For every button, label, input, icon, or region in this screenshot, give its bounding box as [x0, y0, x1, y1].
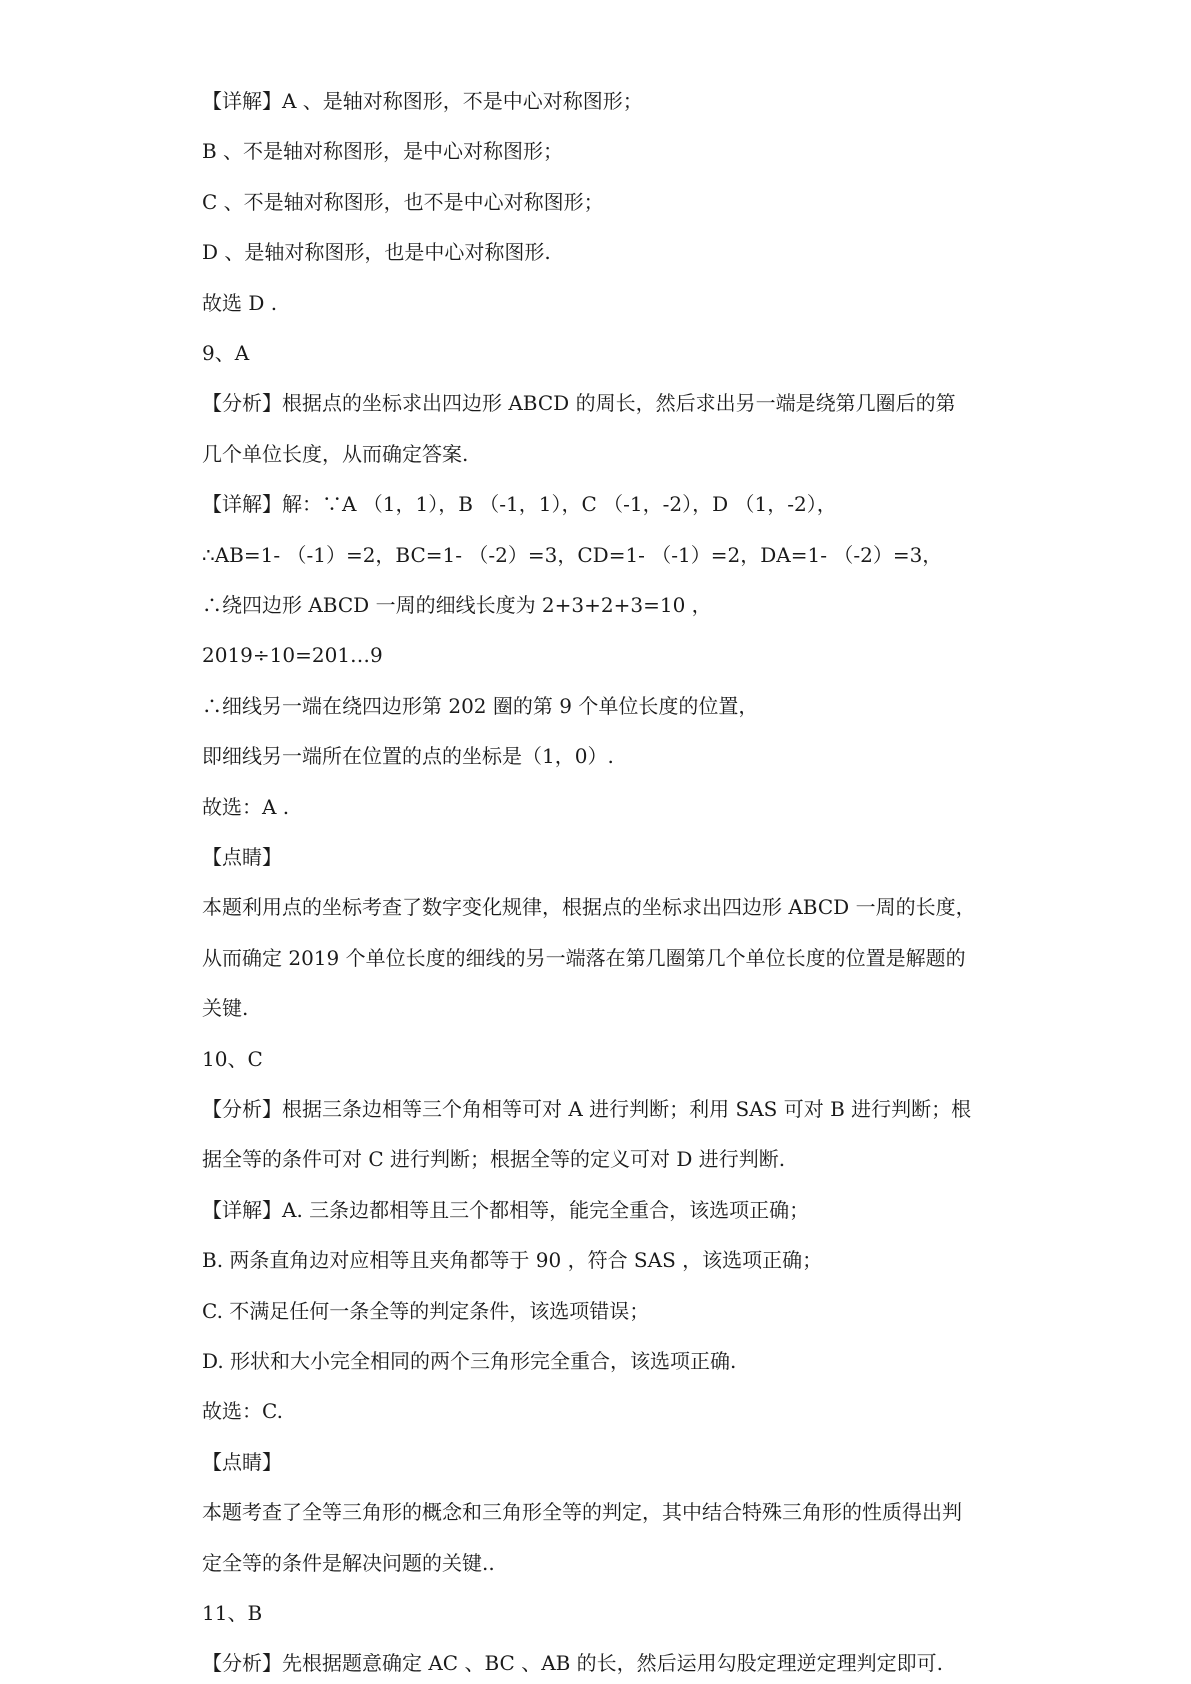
text-line: 即细线另一端所在位置的点的坐标是（1，0）.	[202, 744, 614, 768]
text-line: 【详解】A 、是轴对称图形，不是中心对称图形；	[202, 89, 643, 113]
text-line: 据全等的条件可对 C 进行判断；根据全等的定义可对 D 进行判断.	[202, 1147, 786, 1171]
text-line: C. 不满足任何一条全等的判定条件，该选项错误；	[202, 1299, 650, 1323]
question-number: 10、C	[202, 1047, 263, 1071]
text-line: C 、不是轴对称图形，也不是中心对称图形；	[202, 190, 604, 214]
text-line: 【分析】根据点的坐标求出四边形 ABCD 的周长，然后求出另一端是绕第几圈后的第	[202, 391, 956, 415]
text-line: ∴绕四边形 ABCD 一周的细线长度为 2+3+2+3=10 ，	[202, 593, 712, 617]
text-line: 故选：A .	[202, 795, 290, 819]
text-line: D 、是轴对称图形，也是中心对称图形.	[202, 240, 551, 264]
text-line: 本题利用点的坐标考查了数字变化规律，根据点的坐标求出四边形 ABCD 一周的长度，	[202, 895, 976, 919]
text-line: B 、不是轴对称图形，是中心对称图形；	[202, 139, 564, 163]
section-heading: 【点睛】	[202, 1450, 282, 1474]
text-line: 故选 D .	[202, 291, 278, 315]
text-line: 几个单位长度，从而确定答案.	[202, 442, 469, 466]
text-line: ∴细线另一端在绕四边形第 202 圈的第 9 个单位长度的位置，	[202, 694, 759, 718]
text-line: B. 两条直角边对应相等且夹角都等于 90 ，符合 SAS ，该选项正确；	[202, 1248, 823, 1272]
text-line: 本题考查了全等三角形的概念和三角形全等的判定，其中结合特殊三角形的性质得出判	[202, 1500, 962, 1524]
question-number: 9、A	[202, 341, 250, 365]
text-line: 【分析】先根据题意确定 AC 、BC 、AB 的长，然后运用勾股定理逆定理判定即可.	[202, 1651, 944, 1675]
text-line: ∴AB=1- （-1）=2，BC=1- （-2）=3，CD=1- （-1）=2，DA=1- （-2）=3，	[202, 543, 943, 567]
text-line: 从而确定 2019 个单位长度的细线的另一端落在第几圈第几个单位长度的位置是解题的	[202, 946, 966, 970]
text-line: 关键.	[202, 996, 249, 1020]
text-line: 故选：C.	[202, 1399, 283, 1423]
text-line: 2019÷10=201…9	[202, 643, 383, 667]
text-line: 【详解】A. 三条边都相等且三个都相等，能完全重合，该选项正确；	[202, 1198, 810, 1222]
text-line: 【分析】根据三条边相等三个角相等可对 A 进行判断；利用 SAS 可对 B 进行判断；根	[202, 1097, 972, 1121]
text-line: 定全等的条件是解决问题的关键..	[202, 1551, 495, 1575]
text-line: 【详解】解：∵A （1，1），B （-1，1），C （-1，-2），D （1，-2），	[202, 492, 837, 516]
text-line: D. 形状和大小完全相同的两个三角形完全重合，该选项正确.	[202, 1349, 737, 1373]
section-heading: 【点睛】	[202, 845, 282, 869]
question-number: 11、B	[202, 1601, 263, 1625]
